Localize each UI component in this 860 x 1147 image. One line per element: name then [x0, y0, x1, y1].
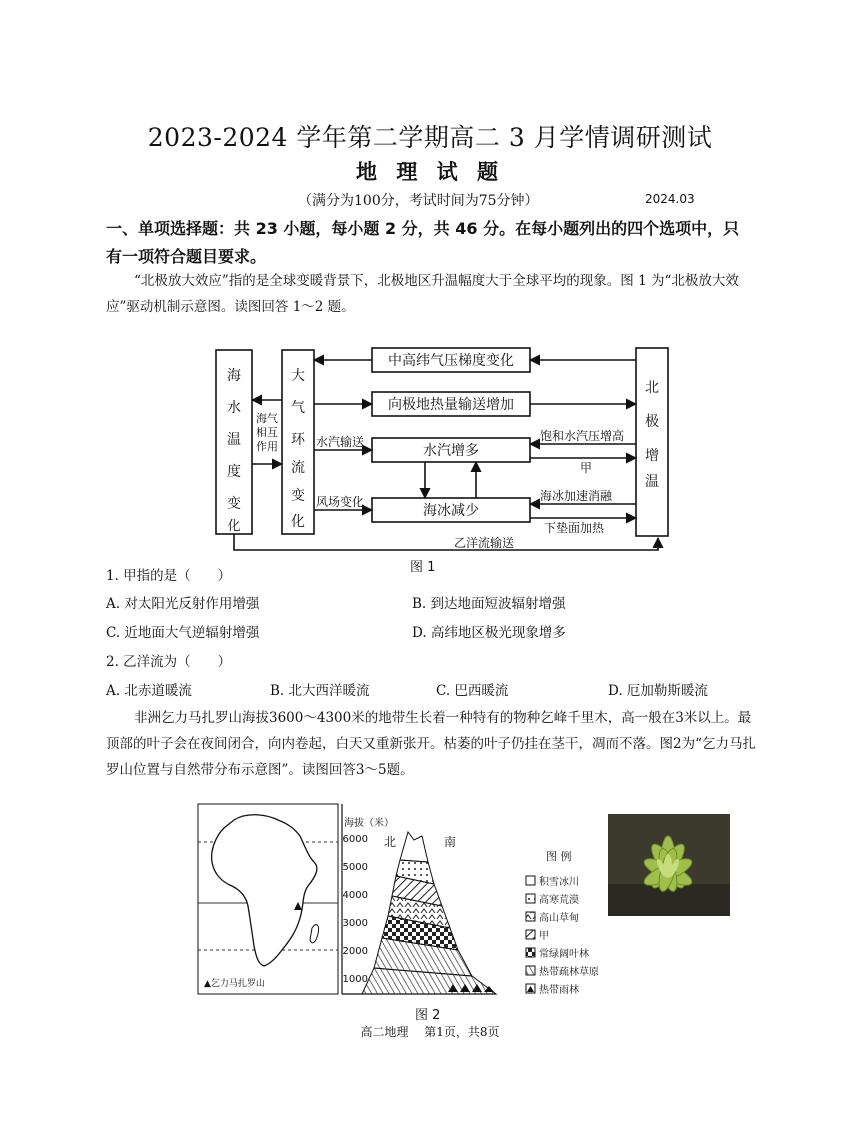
- vapor-transport-label: 水汽输送: [316, 435, 365, 449]
- link-label-1: 海气: [256, 412, 278, 425]
- box-arctic-warming: [636, 348, 668, 536]
- tick-2000: 2000: [342, 946, 368, 957]
- map-label: ▲乞力马扎罗山: [204, 979, 265, 989]
- link-label-3: 作用: [256, 440, 278, 453]
- q1-option-c[interactable]: C. 近地面大气逆辐射增强: [106, 625, 260, 641]
- q2-option-d[interactable]: D. 厄加勒斯暖流: [608, 683, 708, 699]
- mid-box-char-3: 环: [291, 432, 305, 448]
- figure-1-caption: 图 1: [410, 560, 436, 575]
- left-box-char-5: 变: [227, 496, 241, 512]
- current-label: 乙洋流输送: [454, 536, 515, 550]
- tick-1000: 1000: [342, 974, 368, 985]
- right-box-char-3: 增: [645, 448, 659, 464]
- vegetation-profile: [342, 804, 496, 994]
- left-box-char-4: 度: [227, 464, 241, 480]
- africa-map: [198, 804, 338, 994]
- legend-savanna: 热带疏林草原: [539, 967, 599, 978]
- page-footer: 高二地理 第1页，共8页: [360, 1025, 500, 1039]
- figure-2: [196, 800, 736, 1000]
- section-heading: [106, 215, 756, 271]
- q2-option-a[interactable]: A. 北赤道暖流: [106, 683, 192, 699]
- q1-option-d[interactable]: D. 高纬地区极光现象增多: [412, 625, 566, 641]
- subject-title: 地 理 试 题: [356, 160, 504, 184]
- tick-5000: 5000: [342, 862, 368, 873]
- exam-title: 2023-2024 学年第二学期高二 3 月学情调研测试: [147, 123, 713, 152]
- legend-snow: 积雪冰川: [539, 877, 579, 888]
- right-box-char-1: 北: [645, 380, 659, 396]
- left-box-char-3: 温: [227, 432, 241, 448]
- exam-date: 2024.03: [645, 192, 695, 206]
- surface-heating-label: 下垫面加热: [544, 521, 605, 535]
- tick-6000: 6000: [342, 834, 368, 845]
- section-heading-line1: 一、单项选择题：共 23 小题，每小题 2 分，共 46 分。在每小题列出的四个选项中，只: [106, 219, 740, 238]
- passage-2: 非洲乞力马扎罗山海拔3600～4300米的地带生长着一种特有的物种乞峰千里木，高一般在3米以上。最顶部的叶子会在夜间闭合，向内卷起，白天又重新张开。枯萎的叶子仍挂在茎干，凋而不落。图2为“乞力马扎罗山位置与自然带分布示意图”。读图回答3～5题。: [106, 710, 756, 778]
- box-ice-label: 海冰减少: [423, 503, 479, 519]
- mid-box-char-1: 大: [291, 368, 305, 384]
- box-vapor-label: 水汽增多: [423, 443, 479, 459]
- wind-label: 风场变化: [316, 495, 365, 509]
- tick-4000: 4000: [342, 890, 368, 901]
- legend-alpine-desert: 高寒荒漠: [539, 895, 579, 906]
- box-heat-label: 向极地热量输送增加: [388, 397, 514, 413]
- q2-option-c[interactable]: C. 巴西暖流: [436, 683, 509, 699]
- right-box-char-2: 极: [645, 414, 659, 430]
- legend-alpine-meadow: 高山草甸: [539, 913, 579, 924]
- q1-option-b[interactable]: B. 到达地面短波辐射增强: [412, 596, 566, 612]
- ice-melt-label: 海冰加速消融: [540, 489, 613, 503]
- legend-title: 图 例: [546, 850, 572, 863]
- mid-box-char-4: 流: [291, 460, 305, 476]
- north-label: 北: [384, 835, 397, 849]
- legend-rainforest: 热带雨林: [539, 985, 579, 996]
- saturation-label: 饱和水汽压增高: [540, 429, 625, 443]
- link-label-2: 相互: [256, 426, 278, 439]
- elevation-axis-label: 海拔（米）: [344, 818, 394, 829]
- figure-2-caption: 图 2: [415, 1008, 441, 1023]
- legend-evergreen-forest: 常绿阔叶林: [539, 949, 589, 960]
- section-heading-line2: 有一项符合题目要求。: [106, 247, 267, 266]
- tick-3000: 3000: [342, 918, 368, 929]
- q2-option-b[interactable]: B. 北大西洋暖流: [270, 683, 370, 699]
- q1-stem: 1. 甲指的是（ ）: [106, 568, 232, 584]
- plant-photo: [608, 814, 730, 916]
- left-box-char-6: 化: [227, 519, 241, 534]
- q2-stem: 2. 乙洋流为（ ）: [106, 654, 232, 670]
- figure-2-legend: [526, 849, 599, 996]
- left-box-char-2: 水: [227, 400, 241, 416]
- mid-box-char-2: 气: [291, 400, 305, 416]
- box-top-label: 中高纬气压梯度变化: [388, 353, 514, 369]
- jia-label: 甲: [580, 461, 593, 475]
- passage-1: “北极放大效应”指的是全球变暖背景下，北极地区升温幅度大于全球平均的现象。图 1 为“北极放大效应”驱动机制示意图。读图回答 1～2 题。: [106, 273, 739, 315]
- figure-1-diagram: [206, 340, 678, 560]
- mid-box-char-5: 变: [291, 488, 305, 504]
- exam-note: （满分为100分，考试时间为75分钟）: [298, 193, 539, 209]
- right-box-char-4: 温: [645, 474, 659, 490]
- mid-box-char-6: 化: [291, 514, 305, 530]
- legend-jia: 甲: [539, 931, 549, 942]
- q1-option-a[interactable]: A. 对太阳光反射作用增强: [106, 596, 260, 612]
- south-label: 南: [444, 835, 457, 849]
- left-box-char-1: 海: [227, 368, 241, 384]
